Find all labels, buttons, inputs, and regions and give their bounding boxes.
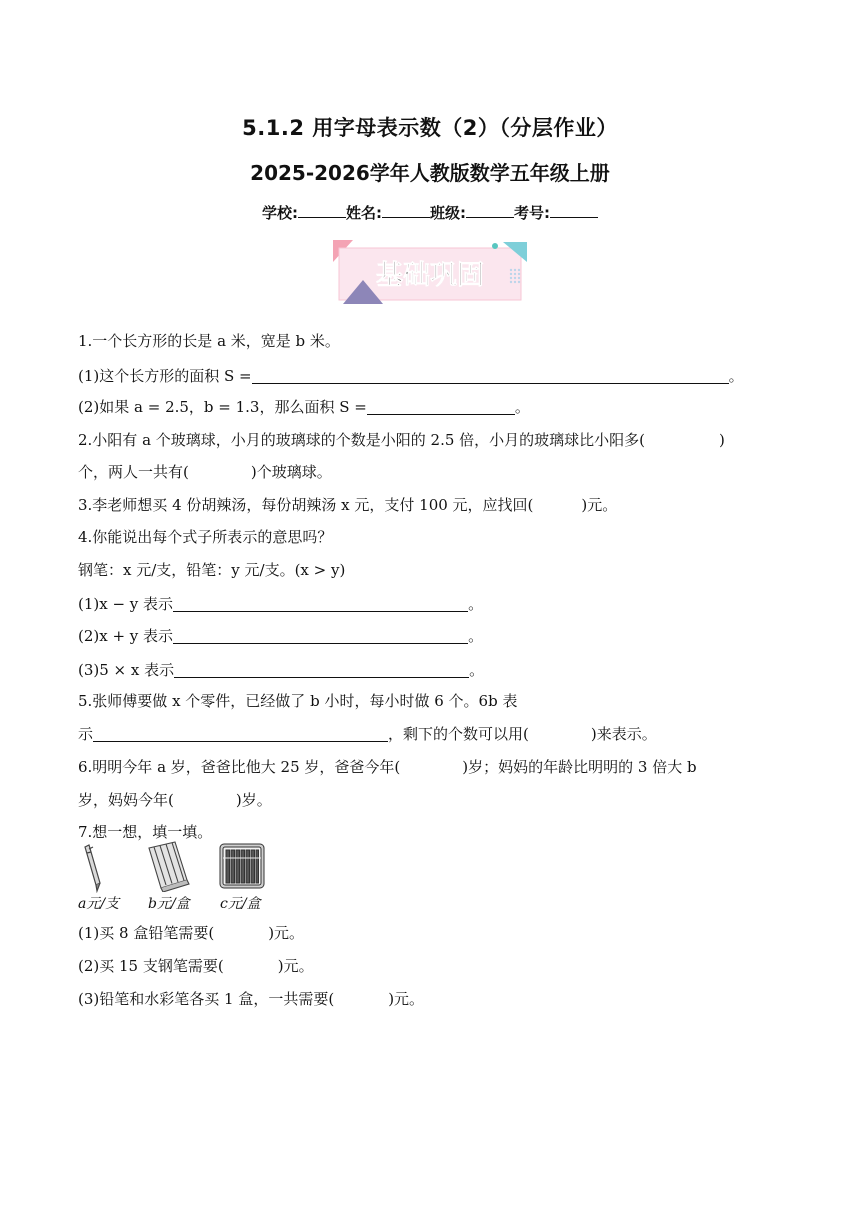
q6-line1-text: 6.明明今年 a 岁，爸爸比他大 25 岁，爸爸今年(	[78, 758, 401, 776]
q7-part1-text: (1)买 8 盒铅笔需要(	[78, 924, 215, 942]
number-label: 考号:	[514, 204, 550, 222]
q5-line2-mid: ，剩下的个数可以用(	[388, 725, 529, 743]
q1-part2-end: 。	[514, 398, 530, 416]
q5-line2-end: )来表示。	[590, 725, 657, 743]
q7-part3	[78, 989, 424, 1009]
q7-part3-end: )元。	[388, 990, 425, 1008]
q4-part2-answer-blank[interactable]	[173, 627, 468, 644]
pencil-box-price-label: b元/盒	[148, 896, 190, 912]
name-blank[interactable]	[382, 203, 430, 218]
q5-line2-start: 示	[78, 725, 94, 743]
q7-part2	[78, 956, 314, 976]
q4-part3-text: (3)5 × x 表示	[78, 661, 175, 679]
q4-part2-text: (2)x + y 表示	[78, 627, 174, 645]
q2-line1	[78, 430, 725, 450]
q3-line	[78, 495, 617, 515]
section-banner	[333, 240, 527, 304]
q5-line2	[78, 724, 657, 744]
q3-text: 3.李老师想买 4 份胡辣汤，每份胡辣汤 x 元，支付 100 元，应找回(	[78, 496, 534, 514]
q7-stem: 7.想一想，填一填。	[78, 823, 213, 841]
q4-part2	[78, 626, 483, 646]
q1-part2	[78, 397, 530, 417]
q7-part2-end: )元。	[277, 957, 314, 975]
pen-icon	[80, 843, 104, 893]
q1-part2-answer-blank[interactable]	[367, 398, 515, 415]
banner-text: 基础巩固	[376, 260, 484, 291]
q4-stem: 4.你能说出每个式子所表示的意思吗？	[78, 528, 333, 546]
q4-part1-end: 。	[468, 595, 484, 613]
q6-line2	[78, 790, 272, 810]
q2-line2	[78, 462, 332, 482]
q7-part1-end: )元。	[268, 924, 305, 942]
school-blank[interactable]	[298, 203, 346, 218]
q4-part3-end: 。	[469, 661, 485, 679]
q1-part2-text: (2)如果 a = 2.5，b = 1.3，那么面积 S =	[78, 398, 367, 416]
pen-price-label: a元/支	[78, 896, 120, 912]
q7-part1	[78, 923, 304, 943]
page-subtitle: 2025-2026学年人教版数学五年级上册	[250, 161, 610, 185]
q5-answer-blank-1[interactable]	[93, 725, 388, 742]
student-info-line	[0, 202, 860, 223]
class-label: 班级:	[430, 204, 466, 222]
q3-end: )元。	[581, 496, 618, 514]
q4-part3-answer-blank[interactable]	[174, 661, 469, 678]
q4-part1-text: (1)x − y 表示	[78, 595, 174, 613]
q1-part1-text: (1)这个长方形的面积 S =	[78, 367, 252, 385]
page-title: 5.1.2 用字母表示数（2）（分层作业）	[242, 116, 618, 140]
q1-part1	[78, 366, 744, 386]
q4-part1-answer-blank[interactable]	[173, 595, 468, 612]
q6-line2-text: 岁，妈妈今年(	[78, 791, 174, 809]
q2-line2-text: 个，两人一共有(	[78, 463, 189, 481]
q5-line1: 5.张师傅要做 x 个零件，已经做了 b 小时，每小时做 6 个。6b 表	[78, 692, 518, 710]
q6-line1	[78, 757, 697, 777]
name-label: 姓名:	[346, 204, 382, 222]
q7-part2-text: (2)买 15 支钢笔需要(	[78, 957, 224, 975]
q1-part1-answer-blank[interactable]	[252, 367, 729, 384]
watercolor-pen-box-icon	[218, 840, 266, 892]
q4-given: 钢笔：x 元/支，铅笔：y 元/支。(x > y)	[78, 561, 346, 579]
q1-stem: 1.一个长方形的长是 a 米，宽是 b 米。	[78, 332, 340, 350]
q4-part1	[78, 594, 483, 614]
q7-part3-text: (3)铅笔和水彩笔各买 1 盒，一共需要(	[78, 990, 335, 1008]
q6-line1-end: )岁；妈妈的年龄比明明的 3 倍大 b	[462, 758, 697, 776]
q4-part2-end: 。	[468, 627, 484, 645]
q4-part3	[78, 660, 484, 680]
pencil-box-icon	[145, 840, 191, 892]
q2-line1-text: 2.小阳有 a 个玻璃球，小月的玻璃球的个数是小阳的 2.5 倍，小月的玻璃球比小阳多(	[78, 431, 646, 449]
q1-part1-end: 。	[728, 367, 744, 385]
school-label: 学校:	[262, 204, 298, 222]
number-blank[interactable]	[550, 203, 598, 218]
q2-line2-end: )个玻璃球。	[250, 463, 332, 481]
class-blank[interactable]	[466, 203, 514, 218]
q2-line1-end: )	[719, 431, 725, 449]
q6-line2-end: )岁。	[235, 791, 272, 809]
watercolor-box-price-label: c元/盒	[220, 896, 261, 912]
